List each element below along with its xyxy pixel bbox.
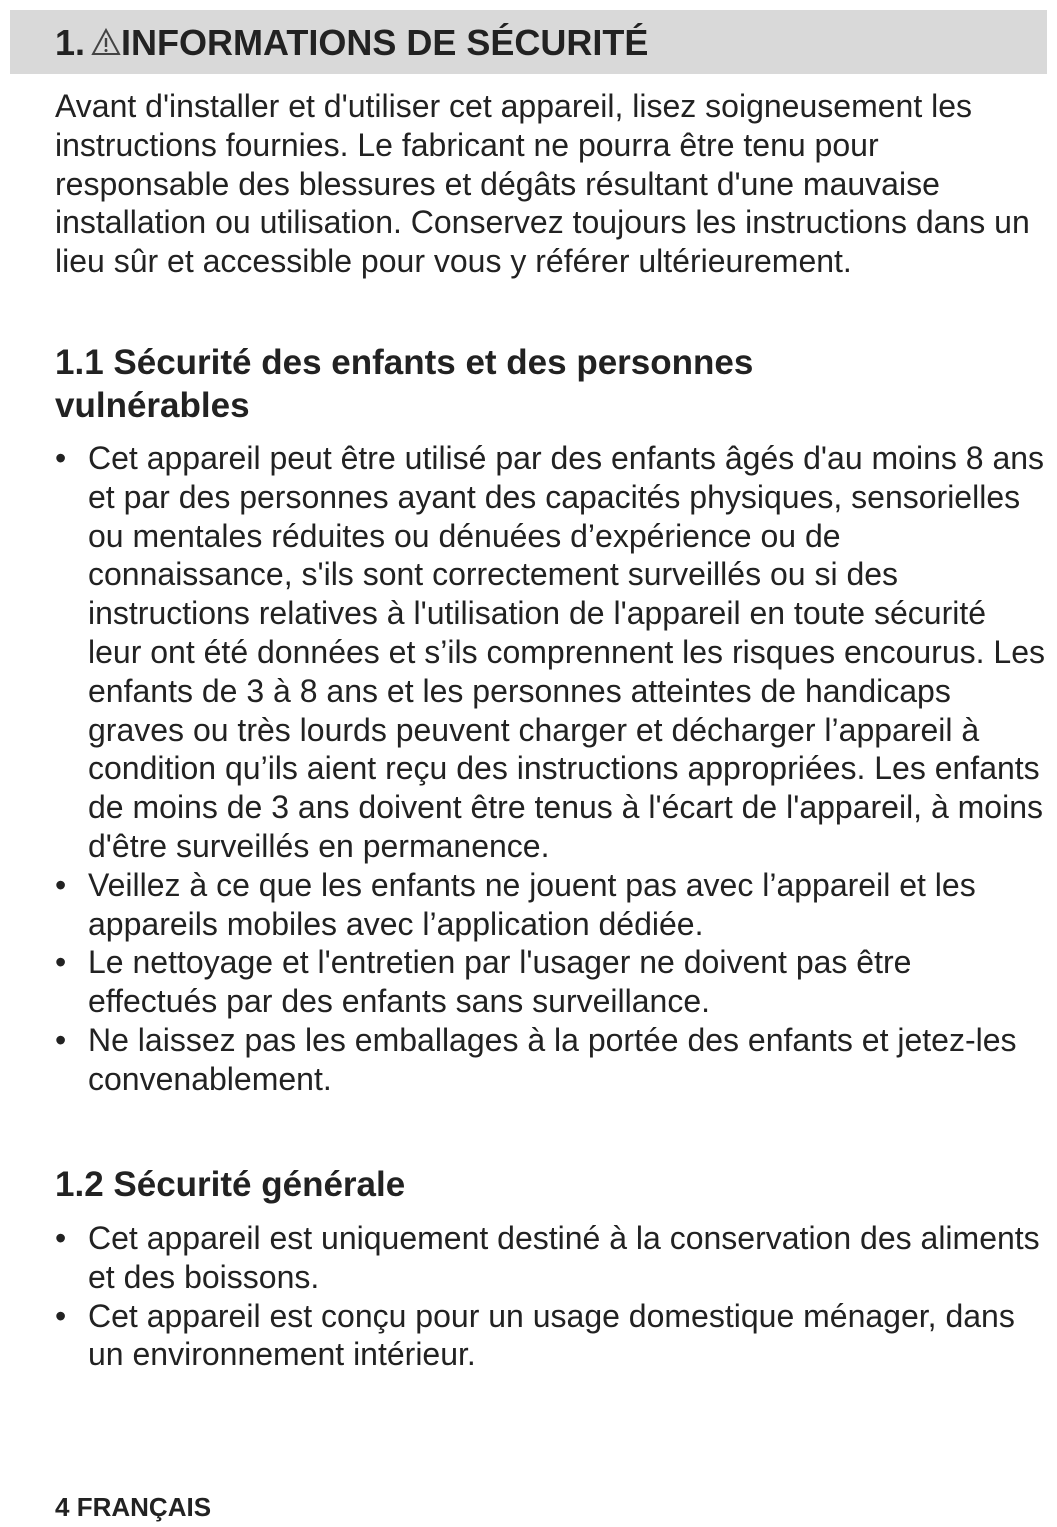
bullet-icon: • xyxy=(55,866,67,903)
section-title: INFORMATIONS DE SÉCURITÉ xyxy=(121,22,649,63)
bullet-icon: • xyxy=(55,1021,67,1058)
bullet-icon: • xyxy=(55,440,67,476)
list-item xyxy=(55,866,1045,944)
list-item xyxy=(55,439,1045,866)
bullet-icon: • xyxy=(55,944,67,981)
page-footer xyxy=(55,1492,211,1522)
bullet-icon: • xyxy=(55,1220,67,1256)
section-heading-general-safety: 1.2 Sécurité générale xyxy=(55,1165,406,1204)
intro-paragraph: Avant d'installer et d'utiliser cet appareil, lisez soigneusement les instructions fournies. Le fabricant ne pourra être tenu pour responsable des blessures et dégâts résultant d'une mauvaise installation ou utilisation. Conservez toujours les instructions dans un lieu sûr et accessible pour vous y référer ultérieurement. xyxy=(55,88,1030,280)
bullet-icon: • xyxy=(55,1297,67,1334)
footer-language: FRANÇAIS xyxy=(76,1492,212,1522)
list-item xyxy=(55,943,1045,1021)
child-safety-list xyxy=(55,439,1045,1099)
list-item-text: Cet appareil peut être utilisé par des enfants âgés d'au moins 8 ans et par des personnes ayant des capacités physiques, sensorielles ou mentales réduites ou dénuées d’expérience ou de connaissance, s'ils sont correctement surveillés ou si des instructions relatives à l'utilisation de l'appareil en toute sécurité leur ont été données et s’ils comprennent les risques encourus. Les enfants de 3 à 8 ans et les personnes atteintes de handicaps graves ou très lourds peuvent charger et décharger l’appareil à condition qu’ils aient reçu des instructions appropriées. Les enfants de moins de 3 ans doivent être tenus à l'écart de l'appareil, à moins d'être surveillés en permanence. xyxy=(88,440,1045,864)
page-number: 4 xyxy=(55,1492,70,1522)
warning-triangle-icon xyxy=(91,28,121,56)
list-item-text: Cet appareil est uniquement destiné à la conservation des aliments et des boissons. xyxy=(88,1220,1040,1295)
list-item-text: Cet appareil est conçu pour un usage domestique ménager, dans un environnement intérieur. xyxy=(88,1297,1015,1373)
general-safety-list xyxy=(55,1219,1045,1374)
list-item xyxy=(55,1219,1045,1297)
section-number: 1. xyxy=(55,22,86,63)
list-item-text: Veillez à ce que les enfants ne jouent pas avec l’appareil et les appareils mobiles avec l’application dédiée. xyxy=(88,866,976,942)
list-item xyxy=(55,1297,1045,1375)
section-heading-child-safety: 1.1 Sécurité des enfants et des personnes vulnérables xyxy=(55,343,754,425)
page-title xyxy=(55,21,648,65)
list-item-text: Le nettoyage et l'entretien par l'usager ne doivent pas être effectués par des enfants sans surveillance. xyxy=(88,944,912,1020)
list-item-text: Ne laissez pas les emballages à la portée des enfants et jetez-les convenablement. xyxy=(88,1021,1017,1097)
list-item xyxy=(55,1021,1045,1099)
